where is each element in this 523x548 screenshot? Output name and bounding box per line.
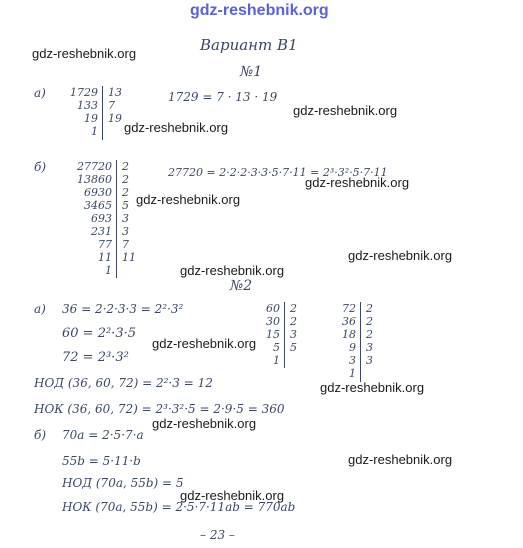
factor-row: 2 bbox=[366, 328, 373, 341]
factor-row: 2 bbox=[122, 160, 129, 173]
factor-row: 231 bbox=[91, 225, 112, 238]
factor-row: 9 bbox=[349, 341, 356, 354]
task2-b-nok: НОК (70a, 55b) = 2·5·7·11ab = 770ab bbox=[62, 500, 296, 514]
division-bar bbox=[360, 302, 361, 382]
factor-row: 11 bbox=[122, 251, 136, 264]
task2-b-line2: 55b = 5·11·b bbox=[62, 454, 141, 468]
factor-column-60-divisors bbox=[290, 302, 297, 354]
factor-row: 2 bbox=[290, 315, 297, 328]
task1-b-dividends bbox=[62, 160, 112, 277]
factor-row: 3465 bbox=[84, 199, 112, 212]
factor-row: 1729 bbox=[70, 86, 98, 99]
factor-column-72 bbox=[334, 302, 356, 380]
factor-row: 1 bbox=[349, 367, 356, 380]
factor-row: 7 bbox=[122, 238, 129, 251]
factor-row: 3 bbox=[349, 354, 356, 367]
watermark: gdz-reshebnik.org bbox=[293, 103, 398, 118]
task2-b-label: б) bbox=[34, 428, 47, 442]
factor-row: 2 bbox=[366, 302, 373, 315]
watermark: gdz-reshebnik.org bbox=[32, 46, 137, 61]
factor-row: 77 bbox=[98, 238, 112, 251]
task2-a-nod: НОД (36, 60, 72) = 2²·3 = 12 bbox=[34, 376, 213, 390]
factor-row: 5 bbox=[273, 341, 280, 354]
division-bar bbox=[102, 86, 103, 140]
watermark: gdz-reshebnik.org bbox=[180, 488, 285, 503]
factor-row: 2 bbox=[122, 186, 129, 199]
task2-heading: №2 bbox=[230, 278, 253, 294]
factor-row: 2 bbox=[290, 302, 297, 315]
factor-row: 13 bbox=[108, 86, 122, 99]
factor-row: 19 bbox=[108, 112, 122, 125]
task2-a-nok: НОК (36, 60, 72) = 2³·3²·5 = 2·9·5 = 360 bbox=[34, 402, 285, 416]
task1-a-dividends bbox=[62, 86, 98, 138]
watermark: gdz-reshebnik.org bbox=[152, 336, 257, 351]
factor-row: 3 bbox=[366, 341, 373, 354]
watermark: gdz-reshebnik.org bbox=[305, 175, 410, 190]
task2-b-line1: 70a = 2·5·7·a bbox=[62, 428, 144, 442]
factor-column-72-divisors bbox=[366, 302, 373, 367]
factor-row: 5 bbox=[122, 199, 129, 212]
task2-a-line1: 36 = 2·2·3·3 = 2²·3² bbox=[62, 302, 184, 316]
factor-row: 133 bbox=[77, 99, 98, 112]
factor-row: 15 bbox=[266, 328, 280, 341]
watermark: gdz-reshebnik.org bbox=[180, 263, 285, 278]
watermark: gdz-reshebnik.org bbox=[348, 248, 453, 263]
task1-b-label: б) bbox=[34, 160, 47, 174]
factor-row: 7 bbox=[108, 99, 115, 112]
task1-a-label: а) bbox=[34, 86, 46, 100]
factor-row: 1 bbox=[105, 264, 112, 277]
task2-b-nod: НОД (70a, 55b) = 5 bbox=[62, 476, 184, 490]
task1-a-result: 1729 = 7 · 13 · 19 bbox=[168, 90, 278, 104]
watermark: gdz-reshebnik.org bbox=[320, 380, 425, 395]
factor-row: 11 bbox=[98, 251, 112, 264]
factor-row: 60 bbox=[266, 302, 280, 315]
task1-b-divisors bbox=[122, 160, 136, 264]
factor-row: 1 bbox=[273, 354, 280, 367]
factor-row: 2 bbox=[122, 173, 129, 186]
watermark: gdz-reshebnik.org bbox=[136, 192, 241, 207]
factor-row: 1 bbox=[91, 125, 98, 138]
factor-row: 30 bbox=[266, 315, 280, 328]
factor-row: 2 bbox=[366, 315, 373, 328]
division-bar bbox=[116, 160, 117, 278]
factor-row: 27720 bbox=[77, 160, 112, 173]
task1-b-result: 27720 = 2·2·2·3·3·5·7·11 = 2³·3²·5·7·11 bbox=[168, 166, 388, 179]
task2-a-label: а) bbox=[34, 302, 46, 316]
watermark: gdz-reshebnik.org bbox=[348, 452, 453, 467]
task2-a-line3: 72 = 2³·3² bbox=[62, 350, 129, 365]
factor-row: 36 bbox=[342, 315, 356, 328]
factor-row: 3 bbox=[290, 328, 297, 341]
watermark: gdz-reshebnik.org bbox=[124, 120, 229, 135]
factor-row: 3 bbox=[122, 225, 129, 238]
task2-a-line2: 60 = 2²·3·5 bbox=[62, 326, 136, 341]
factor-row: 5 bbox=[290, 341, 297, 354]
top-watermark: gdz-reshebnik.org bbox=[190, 2, 329, 19]
task1-a-divisors bbox=[108, 86, 122, 125]
factor-column-60 bbox=[258, 302, 280, 367]
task1-heading: №1 bbox=[240, 64, 263, 80]
factor-row: 13860 bbox=[77, 173, 112, 186]
factor-row: 19 bbox=[84, 112, 98, 125]
factor-row: 3 bbox=[122, 212, 129, 225]
page-number: – 23 – bbox=[200, 528, 235, 542]
division-bar bbox=[284, 302, 285, 368]
factor-row: 6930 bbox=[84, 186, 112, 199]
variant-title: Вариант В1 bbox=[200, 36, 298, 54]
watermark: gdz-reshebnik.org bbox=[152, 416, 257, 431]
factor-row: 3 bbox=[366, 354, 373, 367]
factor-row: 18 bbox=[342, 328, 356, 341]
factor-row: 693 bbox=[91, 212, 112, 225]
factor-row: 72 bbox=[342, 302, 356, 315]
